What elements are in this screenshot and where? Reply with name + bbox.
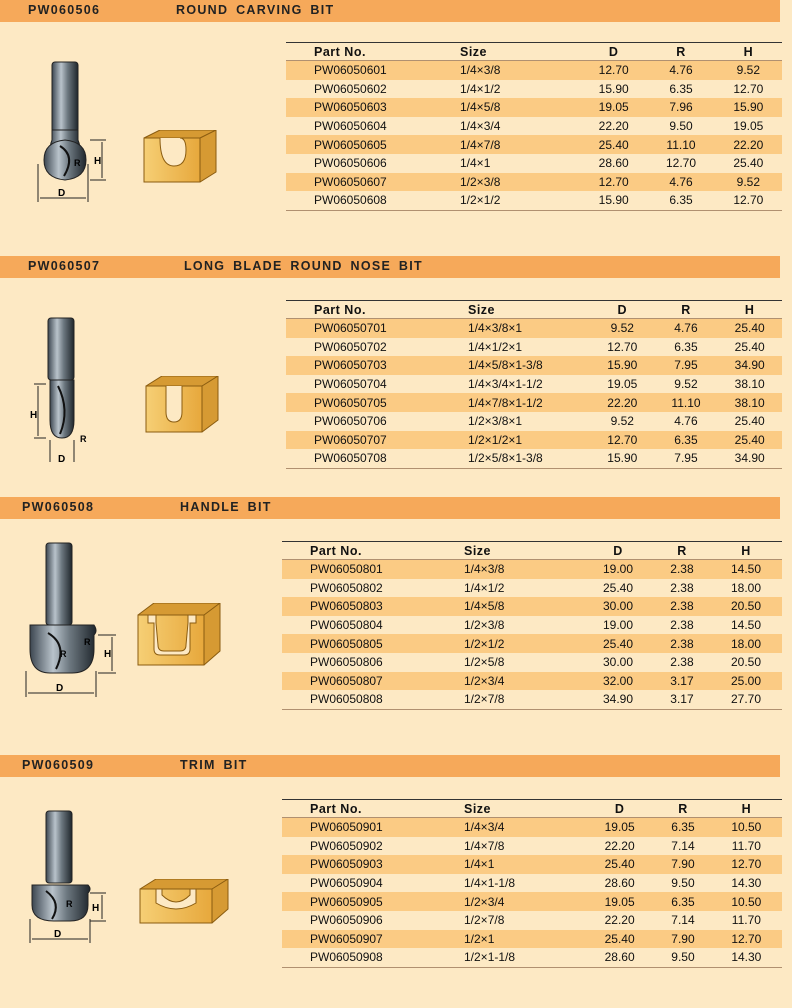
cell-d: 15.90 [580,191,647,210]
cell-d: 25.40 [580,135,647,154]
col-r: R [655,301,718,319]
spec-table [282,799,782,968]
table-header [286,43,782,61]
cell-h: 11.70 [711,911,782,930]
cell-part-no: PW06050803 [282,597,440,616]
wood-profile [136,879,232,929]
section-header [0,256,780,278]
cell-d: 9.52 [590,319,655,338]
col-size: Size [440,301,590,319]
table-row [286,319,782,338]
cell-size: 1/4×5/8 [446,98,580,117]
cell-part-no: PW06050805 [282,634,440,653]
cell-d: 19.05 [584,818,655,837]
table-row [282,690,782,709]
cell-part-no: PW06050701 [286,319,440,338]
cell-r: 6.35 [647,80,714,99]
col-h: H [711,800,782,818]
cell-size: 1/4×5/8×1-3/8 [440,356,590,375]
cell-size: 1/4×1 [446,154,580,173]
table-row [282,672,782,691]
cell-h: 34.90 [717,356,782,375]
table-row [286,135,782,154]
cell-h: 38.10 [717,375,782,394]
cell-h: 15.90 [715,98,782,117]
cell-h: 12.70 [715,80,782,99]
cell-h: 38.10 [717,393,782,412]
cell-h: 14.50 [710,616,782,635]
col-d: D [580,43,647,61]
cell-d: 30.00 [582,653,654,672]
cell-size: 1/2×3/8 [446,173,580,192]
cell-size: 1/4×3/8 [446,61,580,80]
col-h: H [710,542,782,560]
cell-d: 19.05 [580,98,647,117]
col-part-no: Part No. [286,43,446,61]
section-header [0,0,780,22]
table-row [282,892,782,911]
cell-h: 9.52 [715,61,782,80]
cell-size: 1/4×5/8 [440,597,582,616]
cell-size: 1/2×3/8 [440,616,582,635]
section-header [0,497,780,519]
wood-profile [140,130,220,190]
spec-table [286,300,782,469]
cell-r: 6.35 [647,191,714,210]
cell-r: 7.95 [655,449,718,468]
cell-r: 11.10 [655,393,718,412]
cell-d: 34.90 [582,690,654,709]
table-row [282,837,782,856]
cell-r: 7.14 [655,911,710,930]
cell-d: 9.52 [590,412,655,431]
table-row [286,154,782,173]
product-name: HANDLE BIT [180,500,272,514]
wood-profile [134,603,224,669]
cell-part-no: PW06050604 [286,117,446,136]
cell-r: 3.17 [654,690,710,709]
product-name: LONG BLADE ROUND NOSE BIT [184,259,423,273]
table-row [282,616,782,635]
cell-r: 7.95 [655,356,718,375]
table-row [286,393,782,412]
cell-size: 1/4×1/2 [440,579,582,598]
cell-h: 22.20 [715,135,782,154]
cell-size: 1/2×5/8×1-3/8 [440,449,590,468]
cell-d: 28.60 [584,948,655,967]
table-row [282,818,782,837]
product-name: TRIM BIT [180,758,248,772]
col-h: H [717,301,782,319]
col-r: R [655,800,710,818]
cell-h: 19.05 [715,117,782,136]
cell-d: 19.05 [590,375,655,394]
cell-part-no: PW06050605 [286,135,446,154]
cell-h: 12.70 [711,855,782,874]
dim-r-label: R [74,158,81,168]
spec-table [282,541,782,710]
cell-part-no: PW06050702 [286,338,440,357]
dim-d-label: D [58,454,66,464]
cell-size: 1/4×1/2×1 [440,338,590,357]
cell-r: 7.90 [655,855,710,874]
cell-size: 1/2×1-1/8 [438,948,584,967]
cell-r: 9.50 [655,874,710,893]
table-row [282,634,782,653]
cell-h: 18.00 [710,579,782,598]
cell-size: 1/2×3/8×1 [440,412,590,431]
cell-size: 1/4×1-1/8 [438,874,584,893]
cell-part-no: PW06050608 [286,191,446,210]
cell-r: 2.38 [654,560,710,579]
section-header [0,755,780,777]
cell-d: 12.70 [590,431,655,450]
cell-r: 7.90 [655,930,710,949]
cell-h: 25.40 [717,319,782,338]
cell-size: 1/4×7/8 [446,135,580,154]
cell-h: 9.52 [715,173,782,192]
cell-r: 6.35 [655,892,710,911]
table-row [286,449,782,468]
cell-r: 4.76 [655,412,718,431]
cell-part-no: PW06050705 [286,393,440,412]
cell-d: 25.40 [582,579,654,598]
col-r: R [647,43,714,61]
dim-d-label: D [54,929,62,940]
cell-r: 6.35 [655,431,718,450]
cell-r: 7.14 [655,837,710,856]
dim-h-label: H [92,903,100,914]
cell-part-no: PW06050806 [282,653,440,672]
cell-size: 1/4×1 [438,855,584,874]
cell-size: 1/4×3/4 [438,818,584,837]
table-row [286,61,782,80]
cell-part-no: PW06050601 [286,61,446,80]
wood-profile [142,376,222,438]
table-row [282,579,782,598]
cell-r: 2.38 [654,597,710,616]
cell-size: 1/4×7/8 [438,837,584,856]
cell-d: 25.40 [584,855,655,874]
cell-size: 1/4×3/8×1 [440,319,590,338]
cell-d: 12.70 [590,338,655,357]
table-row [286,338,782,357]
cell-part-no: PW06050901 [282,818,438,837]
cell-part-no: PW06050706 [286,412,440,431]
table-row [282,948,782,967]
spec-table [286,42,782,211]
cell-size: 1/2×1/2 [446,191,580,210]
cell-h: 34.90 [717,449,782,468]
cell-part-no: PW06050802 [282,579,440,598]
dim-r-label: R [66,899,73,909]
cell-d: 15.90 [590,356,655,375]
cell-r: 12.70 [647,154,714,173]
cell-size: 1/2×3/4 [438,892,584,911]
cell-d: 22.20 [590,393,655,412]
cell-h: 25.40 [717,431,782,450]
cell-part-no: PW06050603 [286,98,446,117]
table-row [286,117,782,136]
cell-h: 14.30 [711,948,782,967]
dim-d-label: D [56,683,64,694]
cell-d: 22.20 [584,911,655,930]
table-row [286,80,782,99]
cell-h: 25.00 [710,672,782,691]
table-row [282,653,782,672]
cell-r: 6.35 [655,338,718,357]
table-row [286,356,782,375]
cell-part-no: PW06050905 [282,892,438,911]
cell-d: 22.20 [580,117,647,136]
cell-size: 1/4×3/4 [446,117,580,136]
cell-h: 27.70 [710,690,782,709]
dim-r-label: R [60,649,67,659]
cell-part-no: PW06050607 [286,173,446,192]
table-header [286,301,782,319]
cell-d: 32.00 [582,672,654,691]
table-row [286,431,782,450]
table-header [282,542,782,560]
bit-diagram [26,809,116,949]
cell-part-no: PW06050801 [282,560,440,579]
cell-size: 1/2×7/8 [440,690,582,709]
cell-part-no: PW06050606 [286,154,446,173]
dim-r-label: R [84,637,91,647]
cell-d: 15.90 [580,80,647,99]
cell-part-no: PW06050808 [282,690,440,709]
table-row [286,173,782,192]
col-d: D [584,800,655,818]
cell-r: 9.50 [655,948,710,967]
col-part-no: Part No. [286,301,440,319]
col-size: Size [446,43,580,61]
dim-h-label: H [30,410,38,421]
cell-h: 12.70 [715,191,782,210]
product-code: PW060507 [28,259,101,273]
cell-r: 4.76 [647,61,714,80]
cell-size: 1/2×7/8 [438,911,584,930]
cell-size: 1/2×1/2×1 [440,431,590,450]
cell-h: 25.40 [715,154,782,173]
cell-d: 22.20 [584,837,655,856]
cell-r: 3.17 [654,672,710,691]
cell-part-no: PW06050908 [282,948,438,967]
product-code: PW060506 [28,3,101,17]
cell-h: 20.50 [710,653,782,672]
cell-size: 1/2×1 [438,930,584,949]
cell-d: 12.70 [580,61,647,80]
col-part-no: Part No. [282,542,440,560]
cell-r: 9.50 [647,117,714,136]
table-row [286,191,782,210]
cell-h: 12.70 [711,930,782,949]
cell-d: 12.70 [580,173,647,192]
cell-size: 1/2×3/4 [440,672,582,691]
cell-r: 9.52 [655,375,718,394]
dim-h-label: H [94,156,102,167]
cell-part-no: PW06050708 [286,449,440,468]
col-r: R [654,542,710,560]
cell-r: 2.38 [654,653,710,672]
cell-d: 19.05 [584,892,655,911]
col-size: Size [440,542,582,560]
cell-r: 2.38 [654,634,710,653]
cell-h: 20.50 [710,597,782,616]
dim-h-label: H [104,649,112,660]
cell-part-no: PW06050904 [282,874,438,893]
cell-part-no: PW06050906 [282,911,438,930]
cell-size: 1/4×7/8×1-1/2 [440,393,590,412]
cell-d: 25.40 [582,634,654,653]
cell-part-no: PW06050903 [282,855,438,874]
page-footer-strip [0,996,80,1008]
table-row [286,412,782,431]
cell-part-no: PW06050602 [286,80,446,99]
cell-part-no: PW06050804 [282,616,440,635]
table-row [282,874,782,893]
cell-part-no: PW06050704 [286,375,440,394]
cell-part-no: PW06050907 [282,930,438,949]
cell-size: 1/4×3/8 [440,560,582,579]
cell-r: 2.38 [654,579,710,598]
cell-size: 1/2×1/2 [440,634,582,653]
cell-r: 4.76 [647,173,714,192]
bit-diagram [30,60,120,210]
cell-h: 25.40 [717,412,782,431]
cell-h: 10.50 [711,818,782,837]
cell-part-no: PW06050807 [282,672,440,691]
cell-h: 25.40 [717,338,782,357]
cell-r: 6.35 [655,818,710,837]
table-row [286,98,782,117]
cell-part-no: PW06050902 [282,837,438,856]
table-row [282,560,782,579]
bit-diagram [20,541,130,701]
col-size: Size [438,800,584,818]
table-row [282,855,782,874]
col-d: D [582,542,654,560]
cell-part-no: PW06050707 [286,431,440,450]
product-name: ROUND CARVING BIT [176,3,335,17]
cell-r: 4.76 [655,319,718,338]
cell-d: 25.40 [584,930,655,949]
cell-h: 10.50 [711,892,782,911]
col-d: D [590,301,655,319]
cell-h: 14.50 [710,560,782,579]
cell-d: 30.00 [582,597,654,616]
cell-size: 1/4×3/4×1-1/2 [440,375,590,394]
cell-part-no: PW06050703 [286,356,440,375]
cell-d: 19.00 [582,560,654,579]
product-code: PW060508 [22,500,95,514]
product-code: PW060509 [22,758,95,772]
dim-r-label: R [80,434,87,444]
table-row [282,597,782,616]
col-part-no: Part No. [282,800,438,818]
cell-d: 19.00 [582,616,654,635]
cell-d: 28.60 [584,874,655,893]
cell-d: 28.60 [580,154,647,173]
table-header [282,800,782,818]
dim-d-label: D [58,188,66,199]
cell-r: 7.96 [647,98,714,117]
table-row [282,911,782,930]
table-row [286,375,782,394]
col-h: H [715,43,782,61]
cell-size: 1/2×5/8 [440,653,582,672]
cell-r: 11.10 [647,135,714,154]
cell-h: 14.30 [711,874,782,893]
cell-h: 11.70 [711,837,782,856]
cell-r: 2.38 [654,616,710,635]
bit-diagram [26,314,106,464]
cell-d: 15.90 [590,449,655,468]
cell-h: 18.00 [710,634,782,653]
cell-size: 1/4×1/2 [446,80,580,99]
table-row [282,930,782,949]
